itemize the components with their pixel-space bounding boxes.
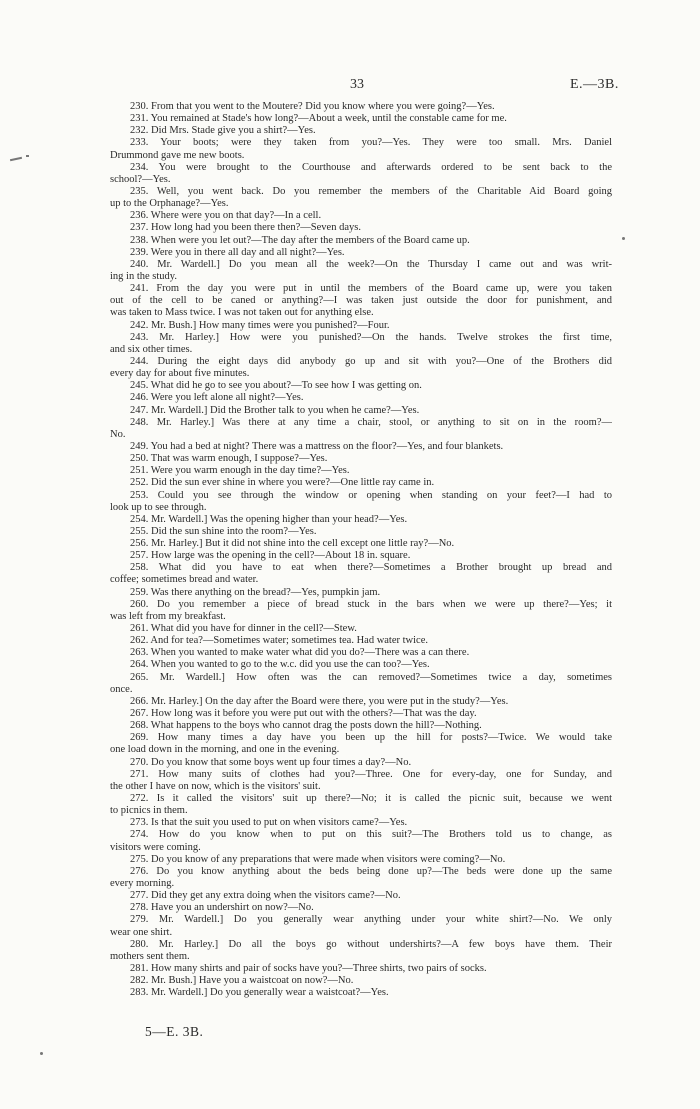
- text-line: 248. Mr. Harley.] Was there at any time a chair, stool, or anything to sit on in the room?—: [130, 416, 612, 428]
- text-line: 241. From the day you were put in until the members of the Board came up, were you taken: [130, 283, 612, 295]
- text-line: 247. Mr. Wardell.] Did the Brother talk to you when he came?—Yes.: [130, 404, 420, 416]
- text-line: 240. Mr. Wardell.] Do you mean all the week?—On the Thursday I came out and was writ-: [130, 258, 612, 270]
- text-line: 239. Were you in there all day and all night?—Yes.: [130, 246, 345, 258]
- text-line: 249. You had a bed at night? There was a mattress on the floor?—Yes, and four blankets.: [130, 440, 504, 452]
- text-line: 282. Mr. Bush.] Have you a waistcoat on now?—No.: [130, 975, 354, 987]
- page-number: 33: [350, 77, 364, 92]
- text-line: 236. Where were you on that day?—In a cell.: [130, 210, 322, 222]
- text-line: 233. Your boots; were they taken from you?—Yes. They were too small. Mrs. Daniel: [130, 137, 612, 149]
- text-line: Drummond gave me new boots.: [110, 149, 245, 161]
- text-line: 262. And for tea?—Sometimes water; sometimes tea. Had water twice.: [130, 635, 428, 647]
- text-line: 244. During the eight days did anybody go up and sit with you?—One of the Brothers did: [130, 355, 612, 367]
- text-line: 260. Do you remember a piece of bread stuck in the bars when we were up there?—Yes; it: [130, 598, 612, 610]
- text-line: 270. Do you know that some boys went up four times a day?—No.: [130, 756, 412, 768]
- text-line: 256. Mr. Harley.] But it did not shine into the cell except one little ray?—No.: [130, 538, 455, 550]
- printer-signature: 5—E. 3B.: [145, 1024, 204, 1039]
- text-line: 280. Mr. Harley.] Do all the boys go without undershirts?—A few boys have them. Their: [130, 938, 612, 950]
- text-line: 265. Mr. Wardell.] How often was the can removed?—Sometimes twice a day, sometimes: [130, 671, 612, 683]
- text-line: mothers sent them.: [110, 950, 190, 962]
- testimony-body: [110, 101, 612, 999]
- text-line: 250. That was warm enough, I suppose?—Yes.: [130, 453, 328, 465]
- text-line: 255. Did the sun shine into the room?—Yes.: [130, 525, 317, 537]
- text-line: 257. How large was the opening in the cell?—About 18 in. square.: [130, 550, 411, 562]
- text-line: visitors were coming.: [110, 841, 201, 853]
- text-line: look up to see through.: [110, 501, 207, 513]
- text-line: 245. What did he go to see you about?—To see how I was getting on.: [130, 380, 422, 392]
- text-line: 276. Do you know anything about the beds being done up?—The beds were done up the same: [130, 865, 612, 877]
- text-line: out of the cell to be caned or anything?—I was taken just outside the door for punishment, and: [110, 295, 612, 307]
- text-line: coffee; sometimes bread and water.: [110, 574, 259, 586]
- text-line: ing in the study.: [110, 270, 177, 282]
- text-line: 242. Mr. Bush.] How many times were you punished?—Four.: [130, 319, 390, 331]
- margin-mark: [26, 155, 29, 157]
- text-line: to picnics in them.: [110, 805, 188, 817]
- page-header: [0, 77, 700, 97]
- text-line: 258. What did you have to eat when there?—Sometimes a Brother brought up bread and: [130, 562, 612, 574]
- text-line: 230. From that you went to the Moutere? Did you know where you were going?—Yes.: [130, 101, 495, 112]
- text-line: 264. When you wanted to go to the w.c. did you use the can too?—Yes.: [130, 659, 430, 671]
- text-line: 278. Have you an undershirt on now?—No.: [130, 902, 314, 914]
- text-line: was left from my breakfast.: [110, 610, 226, 622]
- text-line: 246. Were you left alone all night?—Yes.: [130, 392, 304, 404]
- text-line: 269. How many times a day have you been up the hill for posts?—Twice. We would take: [130, 732, 612, 744]
- text-line: 274. How do you know when to put on this suit?—The Brothers told us to change, as: [130, 829, 612, 841]
- margin-speck: [622, 237, 625, 240]
- text-line: 232. Did Mrs. Stade give you a shirt?—Yes.: [130, 125, 316, 137]
- text-line: every morning.: [110, 878, 175, 889]
- text-line: 275. Do you know of any preparations that were made when visitors were coming?—No.: [130, 853, 506, 865]
- text-line: 272. Is it called the visitors' suit up there?—No; it is called the picnic suit, because we went: [130, 793, 612, 805]
- margin-speck: [40, 1052, 43, 1055]
- text-line: up to the Orphanage?—Yes.: [110, 198, 229, 210]
- text-line: 252. Did the sun ever shine in where you were?—One little ray came in.: [130, 477, 435, 489]
- text-line: wear one shirt.: [110, 926, 173, 938]
- text-line: school?—Yes.: [110, 173, 171, 185]
- text-line: 267. How long was it before you were put out with the others?—That was the day.: [130, 708, 477, 720]
- margin-mark: [10, 157, 22, 161]
- text-line: 231. You remained at Stade's how long?—About a week, until the constable came for me.: [130, 113, 507, 125]
- text-line: 234. You were brought to the Courthouse and afterwards ordered to be sent back to the: [130, 161, 612, 173]
- text-line: every day for about five minutes.: [110, 368, 250, 380]
- text-line: the other I have on now, which is the visitors' suit.: [110, 780, 321, 792]
- text-line: 253. Could you see through the window or opening when standing on your feet?—I had to: [130, 489, 612, 501]
- paper-reference: E.—3B.: [570, 77, 619, 92]
- text-line: 238. When were you let out?—The day after the members of the Board came up.: [130, 234, 470, 246]
- text-line: 279. Mr. Wardell.] Do you generally wear anything under your white shirt?—No. We only: [130, 914, 612, 926]
- text-line: 277. Did they get any extra doing when the visitors came?—No.: [130, 890, 401, 902]
- text-line: 268. What happens to the boys who cannot drag the posts down the hill?—Nothing.: [130, 720, 482, 732]
- text-line: 263. When you wanted to make water what did you do?—There was a can there.: [130, 647, 470, 659]
- text-line: 254. Mr. Wardell.] Was the opening higher than your head?—Yes.: [130, 513, 408, 525]
- text-line: 251. Were you warm enough in the day time?—Yes.: [130, 465, 350, 477]
- text-line: No.: [110, 428, 126, 440]
- text-line: 281. How many shirts and pair of socks have you?—Three shirts, two pairs of socks.: [130, 962, 487, 974]
- text-line: once.: [110, 683, 133, 695]
- text-line: 237. How long had you been there then?—Seven days.: [130, 222, 361, 234]
- text-line: 235. Well, you went back. Do you remember the members of the Charitable Aid Board going: [130, 185, 612, 197]
- text-line: and six other times.: [110, 343, 193, 355]
- text-line: one load down in the morning, and one in the evening.: [110, 744, 340, 756]
- text-line: 266. Mr. Harley.] On the day after the Board were there, you were put in the study?—Yes.: [130, 695, 509, 707]
- text-line: 273. Is that the suit you used to put on when visitors came?—Yes.: [130, 817, 408, 829]
- text-line: 261. What did you have for dinner in the cell?—Stew.: [130, 623, 357, 635]
- text-line: 259. Was there anything on the bread?—Yes, pumpkin jam.: [130, 586, 381, 598]
- text-line: 271. How many suits of clothes had you?—Three. One for every-day, one for Sunday, and: [130, 768, 612, 780]
- text-line: was taken to Mass twice. I was not taken out for anything else.: [110, 307, 374, 319]
- text-line: 243. Mr. Harley.] How were you punished?—On the hands. Twelve strokes the first time,: [130, 331, 612, 343]
- text-line: 283. Mr. Wardell.] Do you generally wear a waistcoat?—Yes.: [130, 987, 389, 999]
